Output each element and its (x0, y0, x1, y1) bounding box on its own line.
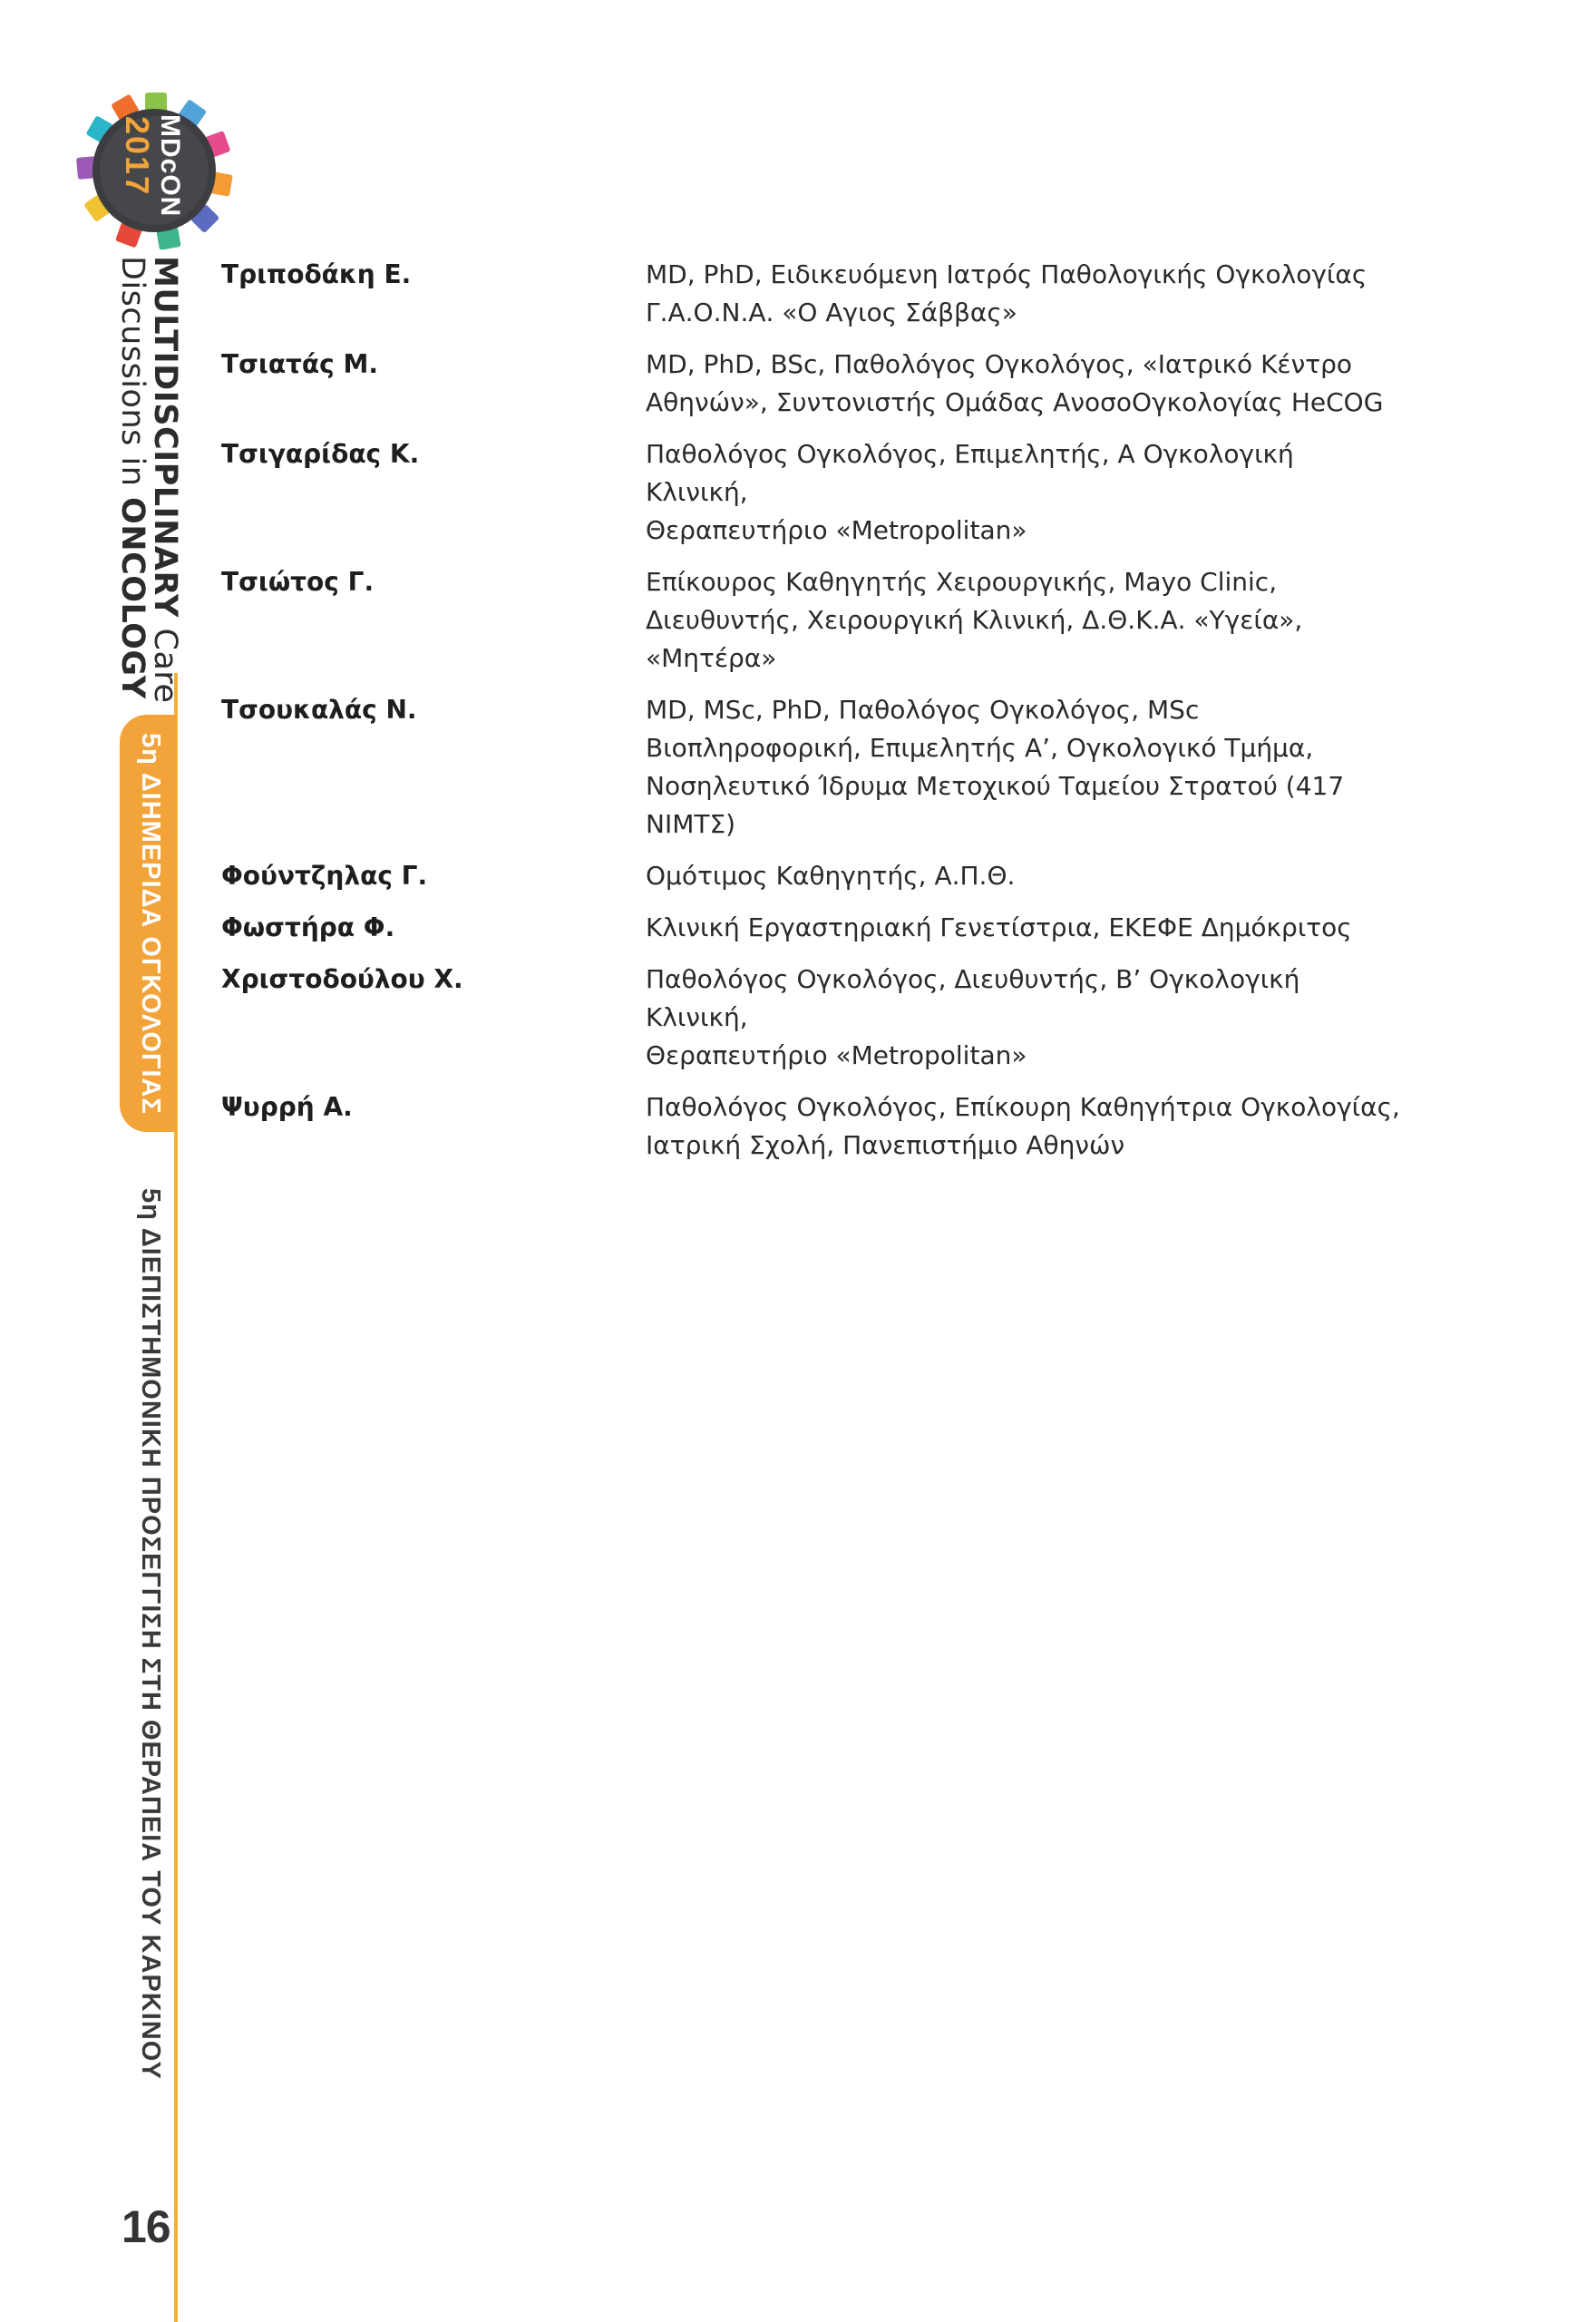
faculty-list (221, 256, 1400, 1178)
person-affiliation (646, 857, 1400, 895)
affiliation-line: Νοσηλευτικό Ίδρυμα Μετοχικού Ταμείου Στρατού (417 (646, 771, 1345, 801)
brand-care: Care (147, 617, 183, 704)
affiliation-line: Βιοπληροφορική, Επιμελητής Α’, Ογκολογικό Τμήμα, (646, 733, 1314, 763)
person-affiliation (646, 346, 1400, 422)
person-name: Τσιώτος Γ. (221, 567, 375, 597)
affiliation-line: Αθηνών», Συντονιστής Ομάδας ΑνοσοΟγκολογίας HeCOG (646, 387, 1384, 417)
person-affiliation (646, 961, 1400, 1075)
affiliation-line: MD, PhD, BSc, Παθολόγος Ογκολόγος, «Ιατρικό Κέντρο (646, 349, 1352, 379)
affiliation-line: «Μητέρα» (646, 643, 777, 673)
affiliation-line: MD, MSc, PhD, Παθολόγος Ογκολόγος, MSc (646, 695, 1200, 725)
brand-line-multidisciplinary (147, 256, 183, 704)
affiliation-line: Θεραπευτήριο «Metropolitan» (646, 1040, 1027, 1070)
brand-discussions-in: Discussions in (114, 256, 151, 498)
list-item (221, 909, 1400, 947)
person-affiliation (646, 909, 1400, 947)
person-affiliation (646, 563, 1400, 678)
person-name: Τσιγαρίδας Κ. (221, 439, 420, 469)
person-affiliation (646, 435, 1400, 550)
list-item (221, 346, 1400, 422)
affiliation-line: ΝΙΜΤΣ) (646, 809, 736, 839)
list-item (221, 961, 1400, 1075)
person-name: Τσουκαλάς Ν. (221, 695, 417, 725)
page-number: 16 (122, 2201, 170, 2252)
affiliation-line: Διευθυντής, Χειρουργική Κλινική, Δ.Θ.Κ.Α. «Υγεία», (646, 605, 1303, 635)
person-affiliation (646, 691, 1400, 844)
affiliation-line: MD, PhD, Ειδικευόμενη Ιατρός Παθολογικής Ογκολογίας (646, 259, 1367, 289)
logo-text-year: 2017 (119, 116, 156, 197)
logo-text-mdcon: MDcON (155, 114, 185, 218)
person-affiliation (646, 256, 1400, 332)
list-item (221, 563, 1400, 678)
mdcon-logo (74, 91, 234, 250)
person-name: Ψυρρή Α. (221, 1092, 353, 1122)
affiliation-line: Θεραπευτήριο «Metropolitan» (646, 515, 1027, 545)
affiliation-line: Ιατρική Σχολή, Πανεπιστήμιο Αθηνών (646, 1130, 1125, 1160)
affiliation-line: Παθολόγος Ογκολόγος, Διευθυντής, Β’ Ογκολογική Κλινική, (646, 964, 1300, 1032)
person-name: Τριποδάκη Ε. (221, 259, 412, 289)
list-item (221, 435, 1400, 550)
person-name: Φούντζηλας Γ. (221, 861, 428, 891)
brand-line-discussions (114, 256, 151, 699)
list-item (221, 1088, 1400, 1165)
person-affiliation (646, 1088, 1400, 1165)
person-name: Χριστοδούλου Χ. (221, 964, 463, 994)
list-item (221, 256, 1400, 332)
affiliation-line: Ομότιμος Καθηγητής, Α.Π.Θ. (646, 861, 1016, 891)
brand-multidisciplinary: MULTIDISCIPLINARY (147, 256, 183, 618)
affiliation-line: Κλινική Εργαστηριακή Γενετίστρια, ΕΚΕΦΕ Δημόκριτος (646, 912, 1352, 942)
affiliation-line: Γ.Α.Ο.Ν.Α. «Ο Αγιος Σάββας» (646, 298, 1017, 327)
brand-oncology: ONCOLOGY (114, 497, 151, 699)
list-item (221, 857, 1400, 895)
affiliation-line: Επίκουρος Καθηγητής Χειρουργικής, Mayo Clinic, (646, 567, 1278, 597)
affiliation-line: Παθολόγος Ογκολόγος, Επιμελητής, Α Ογκολογική Κλινική, (646, 439, 1294, 507)
person-name: Τσιατάς Μ. (221, 349, 379, 379)
event-pill-text: 5η ΔΙΗΜΕΡΙΔΑ ΟΓΚΟΛΟΓΙΑΣ (136, 733, 165, 1115)
affiliation-line: Παθολόγος Ογκολόγος, Επίκουρη Καθηγήτρια Ογκολογίας, (646, 1092, 1400, 1122)
person-name: Φωστήρα Φ. (221, 912, 395, 942)
conference-title: 5η ΔΙΕΠΙΣΤΗΜΟΝΙΚΗ ΠΡΟΣΕΓΓΙΣΗ ΣΤΗ ΘΕΡΑΠΕΙΑ ΤΟΥ ΚΑΡΚΙΝΟΥ (136, 1188, 165, 2080)
list-item (221, 691, 1400, 844)
